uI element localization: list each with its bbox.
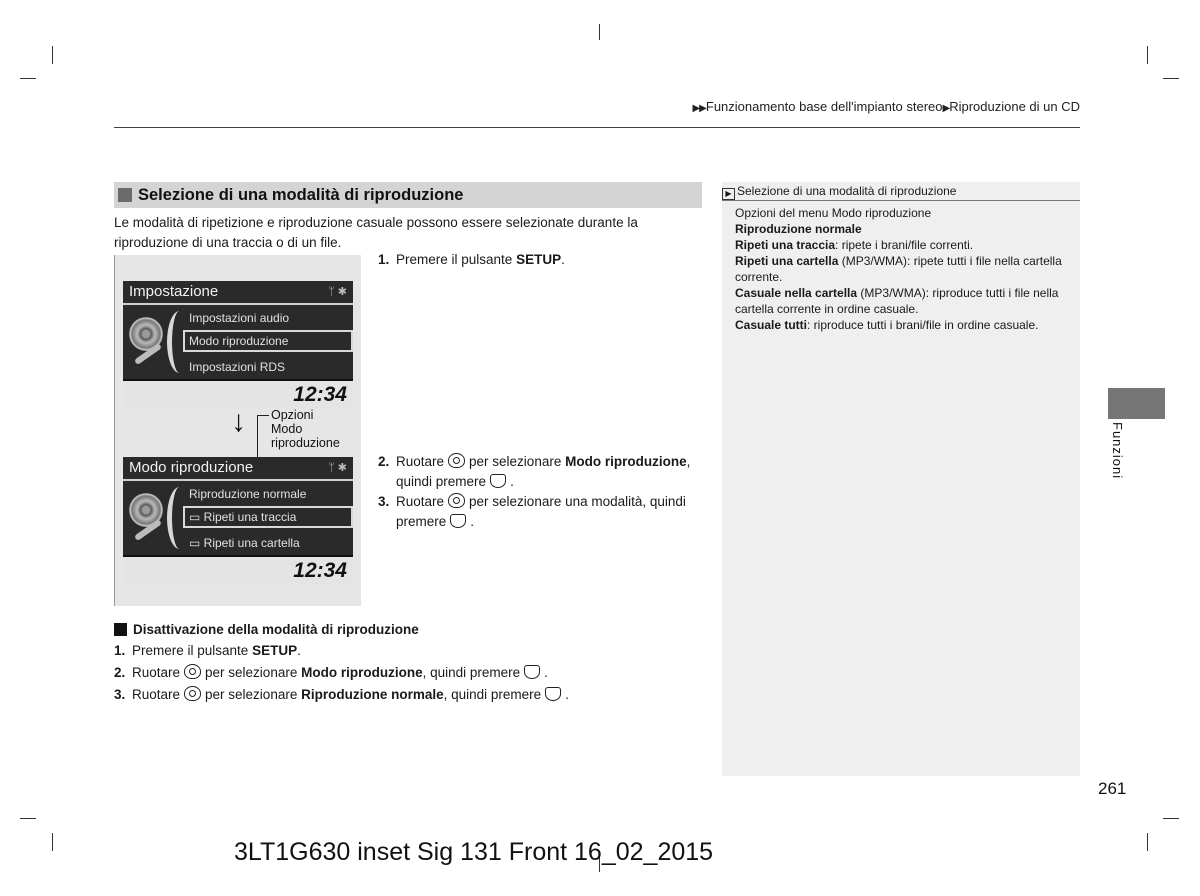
- push-knob-icon: [524, 665, 540, 679]
- print-slug: 3LT1G630 inset Sig 131 Front 16_02_2015: [234, 838, 714, 866]
- callout-line: [257, 415, 269, 416]
- intro-text: Le modalità di ripetizione e riproduzione casuale possono essere selezionate durante la riproduzione di una traccia o di un file.: [114, 215, 638, 250]
- breadcrumb-topic[interactable]: Riproduzione di un CD: [949, 99, 1080, 114]
- step-text: , quindi premere: [443, 687, 542, 702]
- page-number: 261: [1098, 779, 1127, 798]
- note-term: Casuale nella cartella: [735, 286, 858, 300]
- repeat-folder-icon: ▭: [189, 536, 204, 550]
- step-list: [378, 250, 698, 270]
- chapter-tab[interactable]: [1108, 388, 1165, 419]
- step-text: Ruotare: [396, 454, 445, 469]
- screen-setup: [123, 281, 353, 409]
- callout-line-3: riproduzione: [271, 436, 340, 450]
- button-name: SETUP: [252, 643, 298, 658]
- menu-item[interactable]: Impostazioni RDS: [189, 360, 286, 374]
- note-desc: (MP3/WMA): ripete tutti i file nella cartella corrente.: [735, 254, 1062, 284]
- menu-item[interactable]: Impostazioni audio: [189, 311, 290, 325]
- section-heading: [114, 182, 702, 208]
- step-text: .: [561, 252, 565, 267]
- callout-label: [271, 408, 340, 450]
- step-1: [378, 250, 698, 270]
- step-3: 3. Ruotare per selezionare una modalità, quindi premere .: [378, 492, 702, 532]
- step-text: per selezionare una modalità, quindi premere: [396, 494, 686, 529]
- option-name: Riproduzione normale: [301, 687, 444, 702]
- subsection-heading: [114, 622, 419, 637]
- arrow-icon: ▶: [942, 103, 950, 114]
- menu-item-label: Ripeti una traccia: [203, 510, 297, 524]
- button-name: SETUP: [516, 252, 562, 267]
- crop-mark: [20, 78, 36, 79]
- menu-item[interactable]: [189, 536, 300, 550]
- note-heading: [722, 182, 1080, 201]
- note-term: Ripeti una cartella: [735, 254, 839, 268]
- status-icons: ᛘ ✱: [328, 286, 347, 298]
- disable-step-list: [114, 640, 704, 706]
- chapter-tab-label: Funzioni: [1110, 422, 1125, 480]
- repeat-track-icon: ▭: [189, 510, 204, 524]
- rotary-knob-icon: [184, 664, 201, 679]
- step-text: , quindi premere: [396, 454, 691, 489]
- note-desc: (MP3/WMA): riproduce tutti i file nella cartella corrente in ordine casuale.: [735, 286, 1059, 316]
- step-text: , quindi premere: [422, 665, 521, 680]
- menu-name: Modo riproduzione: [565, 454, 687, 469]
- note-desc: : riproduce tutti i brani/file in ordine casuale.: [807, 318, 1039, 332]
- step-number: 2.: [114, 665, 126, 680]
- breadcrumb: [692, 99, 1080, 114]
- crop-mark: [1163, 818, 1179, 819]
- callout-line-1: Opzioni: [271, 408, 314, 422]
- crop-mark: [599, 24, 600, 40]
- callout-line-2: Modo: [271, 422, 303, 436]
- step-text: .: [297, 643, 301, 658]
- rotary-knob-icon: [448, 493, 465, 508]
- crop-mark: [52, 46, 53, 64]
- note-heading-text: Selezione di una modalità di riproduzione: [737, 184, 957, 198]
- clock: 12:34: [123, 379, 353, 409]
- step-text: per selezionare: [469, 454, 566, 469]
- subsection-title: Disattivazione della modalità di riproduzione: [133, 622, 419, 637]
- note-body: [722, 201, 1065, 333]
- note-term: Ripeti una traccia: [735, 238, 836, 252]
- crop-mark: [1147, 833, 1148, 851]
- crop-mark: [1147, 46, 1148, 64]
- menu-item-selected[interactable]: Modo riproduzione: [183, 330, 353, 352]
- section-title: Selezione di una modalità di riproduzione: [138, 185, 464, 204]
- note-line: Opzioni del menu Modo riproduzione: [735, 206, 932, 220]
- screen-play-mode: [123, 457, 353, 585]
- step-number: 2.: [378, 454, 390, 469]
- screen-title: Impostazione: [129, 283, 219, 300]
- clock: 12:34: [123, 555, 353, 585]
- square-bullet-icon: [118, 188, 132, 202]
- square-bullet-icon: [114, 623, 127, 636]
- sidebar-note: [722, 182, 1080, 776]
- double-arrow-icon: ▶▶: [692, 103, 706, 114]
- step-number: 1.: [378, 252, 390, 267]
- step-text: per selezionare: [205, 687, 302, 702]
- rotary-knob-icon: [184, 686, 201, 701]
- menu-name: Modo riproduzione: [301, 665, 423, 680]
- step-text: Ruotare: [396, 494, 445, 509]
- step-2: 2. Ruotare per selezionare Modo riproduzione, quindi premere .: [378, 452, 702, 492]
- menu-item[interactable]: Riproduzione normale: [189, 487, 307, 501]
- step-number: 3.: [378, 494, 390, 509]
- push-knob-icon: [450, 514, 466, 528]
- push-knob-icon: [490, 474, 506, 488]
- breadcrumb-chapter[interactable]: Funzionamento base dell'impianto stereo: [705, 99, 943, 114]
- device-screen-figure: [114, 255, 361, 606]
- note-term: Riproduzione normale: [735, 222, 862, 236]
- step-text: Premere il pulsante: [396, 252, 517, 267]
- step-text: Ruotare: [132, 665, 181, 680]
- menu-item-label: Ripeti una cartella: [203, 536, 300, 550]
- disable-step-3: 3. Ruotare per selezionare Riproduzione normale, quindi premere .: [114, 684, 704, 706]
- crop-mark: [1163, 78, 1179, 79]
- step-text: per selezionare: [205, 665, 302, 680]
- step-text: Premere il pulsante: [132, 643, 253, 658]
- note-desc: : ripete i brani/file correnti.: [835, 238, 974, 252]
- menu-item-selected[interactable]: [183, 506, 353, 528]
- note-term: Casuale tutti: [735, 318, 808, 332]
- step-number: 3.: [114, 687, 126, 702]
- note-icon: ▶: [722, 188, 735, 200]
- rotary-knob-icon: [448, 453, 465, 468]
- header-rule: [114, 127, 1080, 128]
- down-arrow-icon: ↓: [231, 405, 246, 438]
- push-knob-icon: [545, 687, 561, 701]
- step-number: 1.: [114, 643, 126, 658]
- disable-step-2: 2. Ruotare per selezionare Modo riproduzione, quindi premere .: [114, 662, 704, 684]
- step-text: Ruotare: [132, 687, 181, 702]
- crop-mark: [52, 833, 53, 851]
- step-list: [378, 452, 702, 532]
- disable-step-1: [114, 640, 704, 662]
- crop-mark: [20, 818, 36, 819]
- screen-title: Modo riproduzione: [129, 459, 254, 476]
- status-icons: ᛘ ✱: [328, 462, 347, 474]
